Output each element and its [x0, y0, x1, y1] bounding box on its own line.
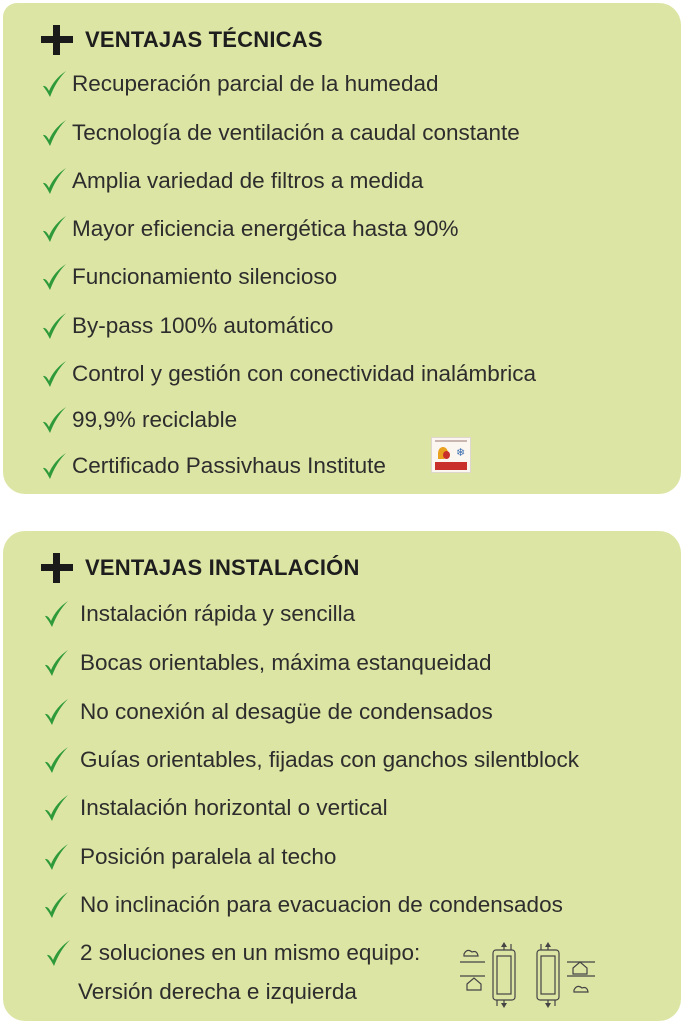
check-icon — [40, 262, 68, 292]
check-icon — [42, 842, 70, 872]
list-item — [42, 646, 492, 680]
plus-icon — [39, 553, 73, 583]
check-icon — [40, 405, 68, 435]
list-item — [42, 695, 493, 729]
list-item-text: No inclinación para evacuacion de condensados — [80, 892, 563, 917]
list-item-text: Amplia variedad de filtros a medida — [72, 168, 424, 193]
list-item-text: Control y gestión con conectividad inalámbrica — [72, 361, 536, 386]
check-icon — [44, 938, 72, 968]
list-item-text: By-pass 100% automático — [72, 313, 334, 338]
list-item — [42, 791, 388, 825]
list-item-text: Funcionamiento silencioso — [72, 264, 338, 289]
check-icon — [40, 451, 68, 481]
list-item-text: Certificado Passivhaus Institute — [72, 453, 386, 478]
list-item-text: Mayor eficiencia energética hasta 90% — [72, 216, 459, 241]
plus-icon — [39, 25, 73, 55]
panel-header — [39, 25, 323, 55]
list-item-text: Posición paralela al techo — [80, 844, 337, 869]
list-item-text: Bocas orientables, máxima estanqueidad — [80, 650, 492, 675]
panel-title: VENTAJAS TÉCNICAS — [85, 27, 323, 52]
installation-versions-diagram — [455, 940, 600, 1010]
list-item-text-line2: Versión derecha e izquierda — [78, 979, 357, 1004]
list-item — [40, 164, 423, 198]
check-icon — [42, 697, 70, 727]
list-item — [44, 936, 420, 970]
list-item — [40, 403, 237, 437]
check-icon — [42, 745, 70, 775]
list-item — [42, 840, 336, 874]
list-item — [42, 743, 579, 777]
panel-header — [39, 553, 360, 583]
list-item — [42, 597, 355, 631]
check-icon — [40, 311, 68, 341]
check-icon — [42, 890, 70, 920]
list-item — [40, 357, 536, 391]
list-item-text: 2 soluciones en un mismo equipo: — [80, 940, 421, 965]
panel-title: VENTAJAS INSTALACIÓN — [85, 555, 360, 580]
passivhaus-badge-icon: ❄ — [431, 437, 471, 473]
check-icon — [42, 599, 70, 629]
list-item-text: Instalación rápida y sencilla — [80, 601, 356, 626]
list-item — [42, 888, 563, 922]
check-icon — [40, 214, 68, 244]
list-item — [40, 260, 337, 294]
list-item-text: Guías orientables, fijadas con ganchos silentblock — [80, 747, 580, 772]
check-icon — [40, 118, 68, 148]
check-icon — [40, 166, 68, 196]
check-icon — [42, 793, 70, 823]
list-item — [40, 212, 458, 246]
list-item-text: Recuperación parcial de la humedad — [72, 71, 439, 96]
list-item-text: 99,9% reciclable — [72, 407, 238, 432]
list-item-text: Instalación horizontal o vertical — [80, 795, 388, 820]
list-item-text: Tecnología de ventilación a caudal constante — [72, 120, 520, 145]
list-item — [40, 309, 333, 343]
list-item — [40, 67, 438, 101]
check-icon — [40, 69, 68, 99]
list-item — [40, 116, 520, 150]
list-item-text: No conexión al desagüe de condensados — [80, 699, 493, 724]
check-icon — [42, 648, 70, 678]
check-icon — [40, 359, 68, 389]
list-item — [40, 449, 386, 483]
